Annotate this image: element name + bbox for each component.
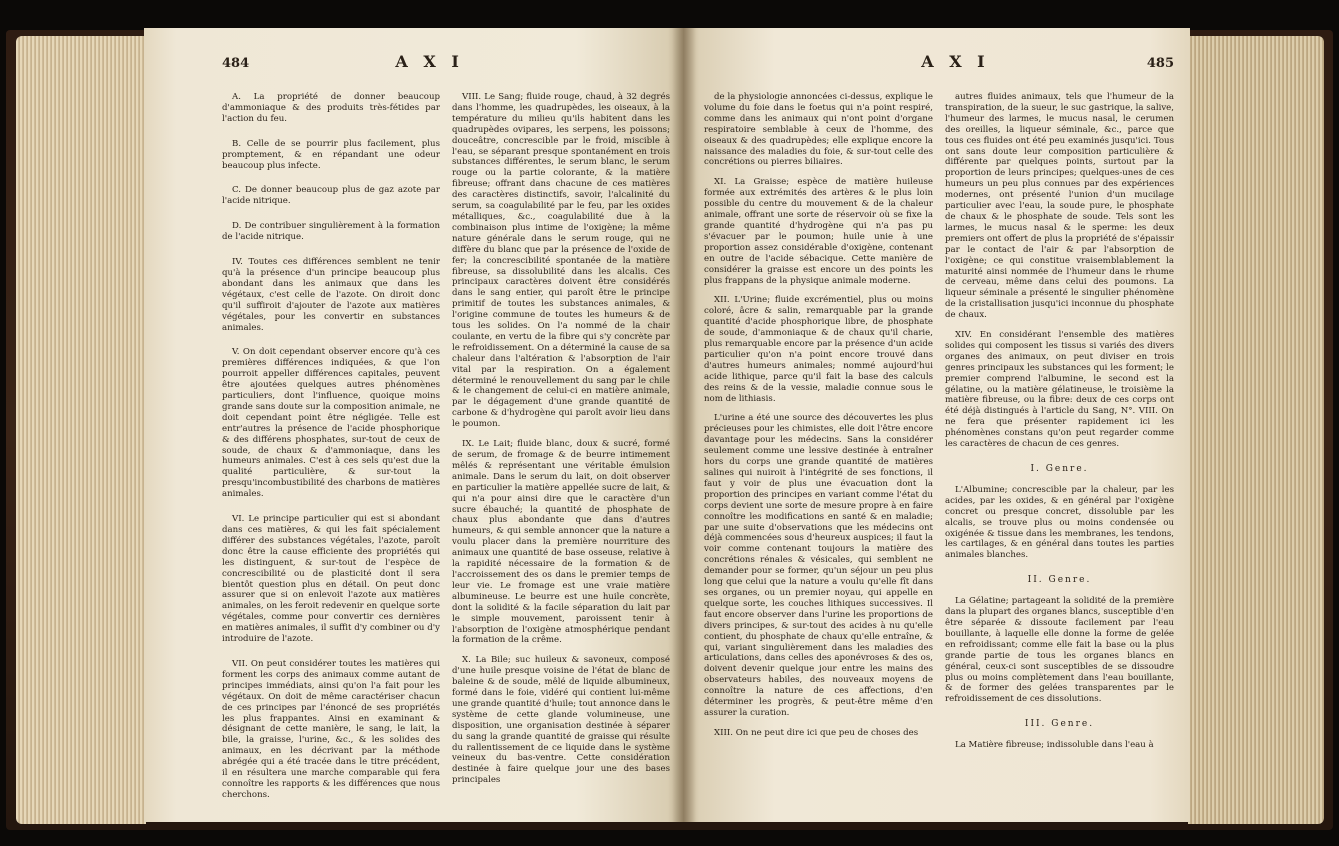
left-running-title: A X I: [395, 52, 464, 71]
paragraph: IV. Toutes ces différences semblent ne tenir qu'à la présence d'un principe beaucoup plus abondant dans les animaux que dans les végétaux, c'est celle de l'azote. On diroit donc qu'il suffiroit d'ajouter de l'azote aux matières végétales, pour les convertir en substances animales.: [222, 257, 440, 333]
right-column-2: [945, 92, 1174, 760]
page-edges-left: [16, 36, 146, 824]
right-running-head: [704, 52, 1174, 82]
paragraph: A. La propriété de donner beaucoup d'ammoniaque & des produits très-fétides par l'action du feu.: [222, 92, 440, 124]
left-column-1: [222, 92, 440, 810]
section-heading: III. Genre.: [1024, 719, 1095, 730]
paragraph: VI. Le principe particulier qui est si abondant dans ces matières, & qui les fait spécialement différer des substances végétales, l'azote, paroît donc être la cause efficiente des propriétés qui les distinguent, & sur-tout de l'espèce de concrescibilité ou de plasticité dont il sera bientôt question plus en détail. On peut donc assurer que si on enlevoit l'azote aux matières animales, on les feroit redevenir en quelque sorte végétales, comme pour convertir ces dernières en matières animales, il suffit d'y combiner ou d'y introduire de l'azote.: [222, 514, 440, 645]
paragraph: XI. La Graisse; espèce de matière huileuse formée aux extrémités des artères & le plus loin possible du centre du mouvement & de la chaleur animale, offrant une sorte de réservoir où se fixe la grande quantité d'hydrogène qui n'a pas pu s'évacuer par le poumon; huile unie à une proportion assez considérable d'oxigène, contenant en outre de l'acide sébacique. Cette manière de considérer la graisse est encore un des points les plus frappans de la physique animale moderne.: [704, 177, 933, 286]
paragraph: B. Celle de se pourrir plus facilement, plus promptement, & en répandant une odeur beaucoup plus infecte.: [222, 138, 440, 171]
left-column-2: [452, 92, 670, 810]
left-running-head: [222, 52, 670, 82]
right-columns: [704, 92, 1174, 760]
paragraph: XII. L'Urine; fluide excrémentiel, plus ou moins coloré, âcre & salin, remarquable par la grande quantité d'acide phosphorique libre, de phosphate de soude, d'ammoniaque & de chaux qu'il charie, plus remarquable encore par la présence d'un acide particulier qu'on n'a point encore trouvé dans d'autres humeurs animales; nommé aujourd'hui acide lithique, parce qu'il fait la base des calculs des reins & de la vessie, maladie connue sous le nom de lithiasis.: [704, 295, 933, 404]
right-running-title: A X I: [921, 52, 990, 71]
section-heading: I. Genre.: [1030, 464, 1089, 474]
paragraph: X. La Bile; suc huileux & savoneux, composé d'une huile presque voisine de l'état de blanc de baleine & de soude, mêlé de liquide albumineux, formé dans le foie, vidéré qui contient lui-même une grande quantité d'huile; tout annonce dans le système de cette glande volumineuse, une disposition, une organisation destinée à séparer du sang la grande quantité de graisse qui résulte du rallentissement de ce liquide dans le système veineux du bas-ventre. Cette considération destinée à faire quelque jour une des bases principales: [452, 655, 670, 786]
right-page: [684, 28, 1190, 822]
paragraph: La Gélatine; partageant la solidité de la première dans la plupart des organes blancs, susceptible d'en être séparée & dissoute facilement par l'eau bouillante, à laquelle elle donne la forme de gelée en refroidissant; comme elle fait la base ou la plus grande partie de tous les organes blancs en général, ceux-ci sont susceptibles de se dissoudre plus ou moins complètement dans l'eau bouillante, & de former des gelées transparentes par le refroidissement de ces dissolutions.: [945, 596, 1174, 705]
paragraph: de la physiologie annoncées ci-dessus, explique le volume du foie dans le foetus qui n'a point respiré, comme dans les animaux qui n'ont point d'organe respiratoire semblable à ceux de l'homme, des oiseaux & des quadrupèdes; elle explique encore la naissance des maladies du foie, & sur-tout celle des concrétions ou pierres biliaires.: [704, 92, 933, 168]
paragraph: XIV. En considérant l'ensemble des matières solides qui composent les tissus si variés des divers organes des animaux, on peut diviser en trois genres principaux les substances qui les forment; le premier comprend l'albumine, le second est la gélatine, ou la matière gélatineuse, le troisième la matière fibreuse, ou la fibre: deux de ces corps ont été déjà distingués à l'article du Sang, N°. VIII. On ne fera que présenter rapidement ici les phénomènes constans qu'on peut regarder comme les caractères de chacun de ces genres.: [945, 330, 1174, 450]
left-page: [144, 28, 684, 822]
paragraph: IX. Le Lait; fluide blanc, doux & sucré, formé de serum, de fromage & de beurre intimement mêlés & représentant une véritable émulsion animale. Dans le serum du lait, on doit observer en particulier la matière appellée sucre de lait, & qui n'a pour ainsi dire que le caractère d'un sucre ébauché; la quantité de phosphate de chaux plus abondante que dans d'autres humeurs, & qui semble annoncer que la nature a voulu placer dans la première nourriture des animaux une quantité de base osseuse, relative à la rapidité nécessaire de la formation & de l'accroissement des os dans le premier temps de leur vie. Le fromage est une vraie matière albumineuse. Le beurre est une huile concrète, dont la solidité & la facile séparation du lait par le simple mouvement, paroissent tenir à l'absorption de l'oxigène atmosphérique pendant la formation de la crême.: [452, 439, 670, 646]
paragraph: L'urine a été une source des découvertes les plus précieuses pour les chimistes, elle doit l'être encore davantage pour les médecins. Sans la considérer seulement comme une lessive destinée à entraîner hors du corps une grande quantité de matières salines qui nuiroit à l'intégrité de ses fonctions, il faut y voir de plus une évacuation dont la proportion des principes en variant comme l'état du corps devient une sorte de mesure propre à en faire connoître les modifications en santé & en maladie; par une suite d'observations que les médecins ont déjà commencées sous d'heureux auspices; il faut la voir comme contenant toujours la matière des concrétions rénales & vésicales, qui semblent ne demander pour se former, qu'un séjour un peu plus long que celui que la nature a voulu qu'elle fît dans ses organes, ou un premier noyau, qui appelle en quelque sorte, les couches lithiques successives. Il faut encore observer dans l'urine les proportions de divers principes, & sur-tout des acides à nu qu'elle contient, du phosphate de chaux qu'elle entraîne, & qui, variant singulièrement dans les maladies des articulations, dans celles des aponévroses & des os, doivent devenir quelque jour entre les mains des observateurs habiles, des nouveaux moyens de connoître la nature de ces affections, d'en déterminer les progrès, & peut-être même d'en assurer la curation.: [704, 413, 933, 718]
left-page-number: 484: [222, 56, 250, 71]
paragraph: VII. On peut considérer toutes les matières qui forment les corps des animaux comme autant de principes immédiats, ainsi qu'on l'a fait pour les végétaux. On doit de même caractériser chacun de ces principes par l'énoncé de ses propriétés les plus frappantes. Ainsi en examinant & désignant de cette manière, le sang, le lait, la bile, la graisse, l'urine, &c., & les solides des animaux, en les décrivant par la méthode abrégée qui a été tracée dans le titre précédent, il en résultera une marche comparable qui fera connoître les rapports & les différences que nous cherchons.: [222, 658, 440, 800]
paragraph: D. De contribuer singulièrement à la formation de l'acide nitrique.: [222, 221, 440, 243]
paragraph: VIII. Le Sang; fluide rouge, chaud, à 32 degrés dans l'homme, les quadrupèdes, les oiseaux, à la température du milieu qu'ils habitent dans les quadrupèdes ovipares, les serpens, les poissons; douceâtre, concrescible par le froid, miscible à l'eau, se séparant presque spontanément en trois substances différentes, le serum blanc, le serum rouge ou la partie colorante, & la matière fibreuse; offrant dans chacune de ces matières des caractères distinctifs, savoir, l'alcalinité du serum, sa coagulabilité par le feu, par les oxides métalliques, &c., coagulabilité due à la combinaison plus intime de l'oxigène; la même nature générale dans le serum rouge, qui ne diffère du blanc que par la présence de l'oxide de fer; la concrescibilité spontanée de la matière fibreuse, sa dissolubilité dans les alcalis. Ces principaux caractères doivent être considérés dans le sang entier, qui paroît être le principe primitif de toutes les substances animales, & l'origine commune de toutes les humeurs & de tous les solides. On l'a nommé de la chair coulante, en vertu de la fibre qui s'y concrète par le refroidissement. On a déterminé la cause de sa chaleur dans l'altération & l'absorption de l'air vital par la respiration. On a également déterminé le renouvellement du sang par le chile & le changement de celui-ci en matière animale, par le dégagement d'une grande quantité de carbone & d'hydrogène qui paroît avoir lieu dans le poumon.: [452, 92, 670, 430]
paragraph: V. On doit cependant observer encore qu'à ces premières différences indiquées, & que l'on pourroit appeller différences capitales, peuvent être ajoutées quelques autres phénomènes particuliers, dont l'influence, quoique moins grande sans doute sur la composition animale, ne doit cependant point être négligée. Telle est entr'autres la présence de l'acide phosphorique & des différens phosphates, sur-tout de ceux de soude, de chaux & d'ammoniaque, dans les humeurs animales. C'est à ces sels qu'est due la qualité particulière, & sur-tout la presqu'incombustibilité des charbons de matières animales.: [222, 347, 440, 500]
paragraph: autres fluides animaux, tels que l'humeur de la transpiration, de la sueur, le suc gastrique, la salive, l'humeur des larmes, le mucus nasal, le cerumen des oreilles, la liqueur séminale, &c., parce que tous ces fluides ont été peu examinés jusqu'ici. Tous ont sans doute leur composition particulière & différente par quelques points, surtout par la proportion de leurs principes; quelques-unes de ces humeurs un peu plus connues par des expériences modernes, ont présenté l'union d'un mucilage particulier avec l'eau, la soude pure, le phosphate de chaux & le phosphate de soude. Tels sont les larmes, le mucus nasal & le sperme: les deux premiers ont offert de plus la propriété de s'épaissir par le contact de l'air & par l'absorption de l'oxigène; ce qui constitue vraisemblablement la maturité ainsi nommée de l'humeur dans le rhume de cerveau, même dans celui des poumons. La liqueur séminale a présenté le singulier phénomène de la cristallisation jusqu'ici inconnue du phosphate de chaux.: [945, 92, 1174, 321]
section-heading: II. Genre.: [1027, 575, 1092, 586]
paragraph: L'Albumine; concrescible par la chaleur, par les acides, par les oxides, & en général par l'oxigène concret ou presque concret, dissoluble par les alcalis, se trouve plus ou moins condensée ou oxigénée & tissue dans les membranes, les tendons, les cartilages, & en général dans toutes les parties animales blanches.: [945, 484, 1174, 561]
paragraph: La Matière fibreuse; indissoluble dans l'eau à: [955, 740, 1154, 751]
right-page-number: 485: [1146, 56, 1174, 71]
left-columns: [222, 92, 670, 810]
right-column-1: [704, 92, 933, 760]
paragraph: XIII. On ne peut dire ici que peu de choses des: [714, 727, 919, 738]
paragraph: C. De donner beaucoup plus de gaz azote par l'acide nitrique.: [222, 185, 440, 207]
page-edges-right: [1188, 36, 1324, 824]
